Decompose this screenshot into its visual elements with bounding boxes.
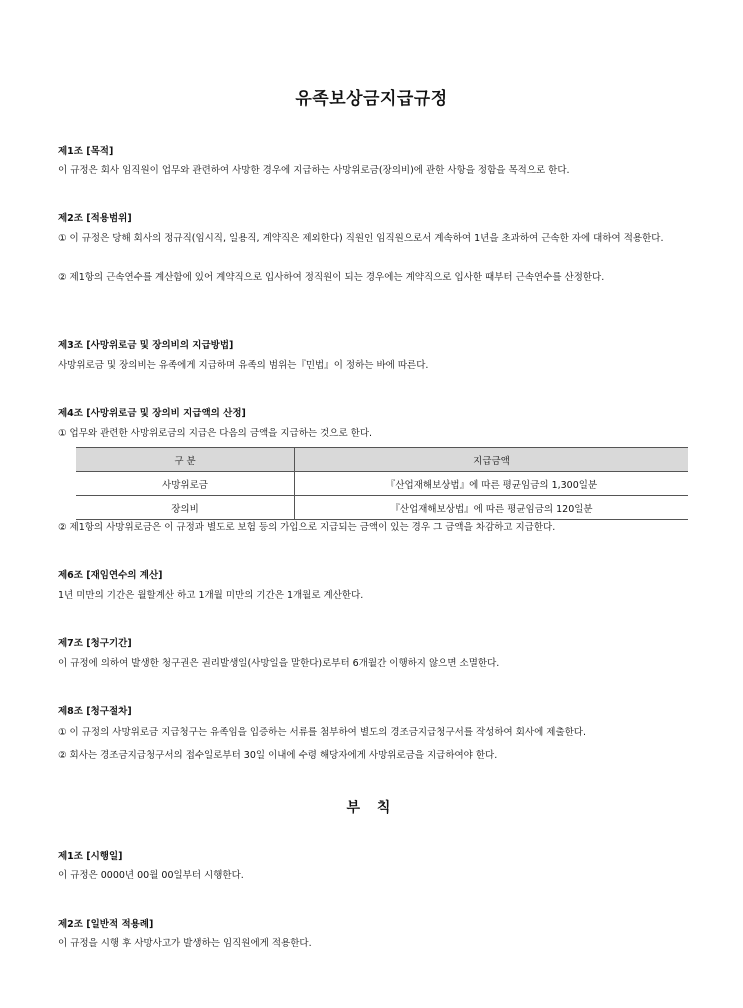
article-8-paragraph-1: ① 이 규정의 사망위로금 지급청구는 유족임을 입증하는 서류를 첨부하여 별도의 경조금지급청구서를 작성하여 회사에 제출한다. <box>58 727 586 738</box>
table-cell-amount: 『산업재해보상법』에 따른 평균임금의 120일분 <box>295 496 689 520</box>
article-6-heading: 제6조 [재임연수의 계산] <box>58 570 163 581</box>
article-2-heading: 제2조 [적용범위] <box>58 213 132 224</box>
article-2-paragraph-2: ② 제1항의 근속연수를 계산함에 있어 계약직으로 입사하여 정직원이 되는 경우에는 계약직으로 입사한 때부터 근속연수를 산정한다. <box>58 272 605 283</box>
table-cell-amount: 『산업재해보상법』에 따른 평균임금의 1,300일분 <box>295 472 689 496</box>
addendum-article-1-heading: 제1조 [시행일] <box>58 851 123 862</box>
article-1-text: 이 규정은 회사 임직원이 업무와 관련하여 사망한 경우에 지급하는 사망위로금(장의비)에 관한 사항을 정함을 목적으로 한다. <box>58 165 570 176</box>
article-8-heading: 제8조 [청구절차] <box>58 706 132 717</box>
article-7-heading: 제7조 [청구기간] <box>58 638 132 649</box>
table-row <box>76 496 688 520</box>
payment-table <box>76 447 688 520</box>
article-3-heading: 제3조 [사망위로금 및 장의비의 지급방법] <box>58 340 234 351</box>
addendum-article-1-text: 이 규정은 0000년 00월 00일부터 시행한다. <box>58 870 244 881</box>
addendum-title: 부 칙 <box>346 800 397 816</box>
article-1-heading: 제1조 [목적] <box>58 146 114 157</box>
table-cell-category: 사망위로금 <box>76 472 295 496</box>
addendum-article-2-text: 이 규정을 시행 후 사망사고가 발생하는 임직원에게 적용한다. <box>58 938 312 949</box>
article-6-text: 1년 미만의 기간은 월할계산 하고 1개월 미만의 기간은 1개월로 계산한다. <box>58 590 364 601</box>
article-3-text: 사망위로금 및 장의비는 유족에게 지급하며 유족의 범위는『민법』이 정하는 바에 따른다. <box>58 360 429 371</box>
document-title: 유족보상금지급규정 <box>295 89 448 109</box>
table-cell-category: 장의비 <box>76 496 295 520</box>
article-4-paragraph-1: ① 업무와 관련한 사망위로금의 지급은 다음의 금액을 지급하는 것으로 한다. <box>58 428 373 439</box>
article-8-paragraph-2: ② 회사는 경조금지급청구서의 접수일로부터 30일 이내에 수령 해당자에게 사망위로금을 지급하여야 한다. <box>58 750 498 761</box>
table-header-row <box>76 448 688 472</box>
article-4-heading: 제4조 [사망위로금 및 장의비 지급액의 산정] <box>58 408 246 419</box>
table-header-category: 구 분 <box>76 448 295 472</box>
article-7-text: 이 규정에 의하여 발생한 청구권은 권리발생일(사망일을 말한다)로부터 6개월간 이행하지 않으면 소멸한다. <box>58 658 500 669</box>
table-header-amount: 지급금액 <box>295 448 689 472</box>
article-2-paragraph-1: ① 이 규정은 당해 회사의 정규직(임시직, 일용직, 계약직은 제외한다) 직원인 임직원으로서 계속하여 1년을 초과하여 근속한 자에 대하여 적용한다. <box>58 233 664 244</box>
addendum-article-2-heading: 제2조 [일반적 적용례] <box>58 919 154 930</box>
article-4-paragraph-2: ② 제1항의 사망위로금은 이 규정과 별도로 보험 등의 가입으로 지급되는 금액이 있는 경우 그 금액을 차감하고 지급한다. <box>58 522 556 533</box>
table-row <box>76 472 688 496</box>
